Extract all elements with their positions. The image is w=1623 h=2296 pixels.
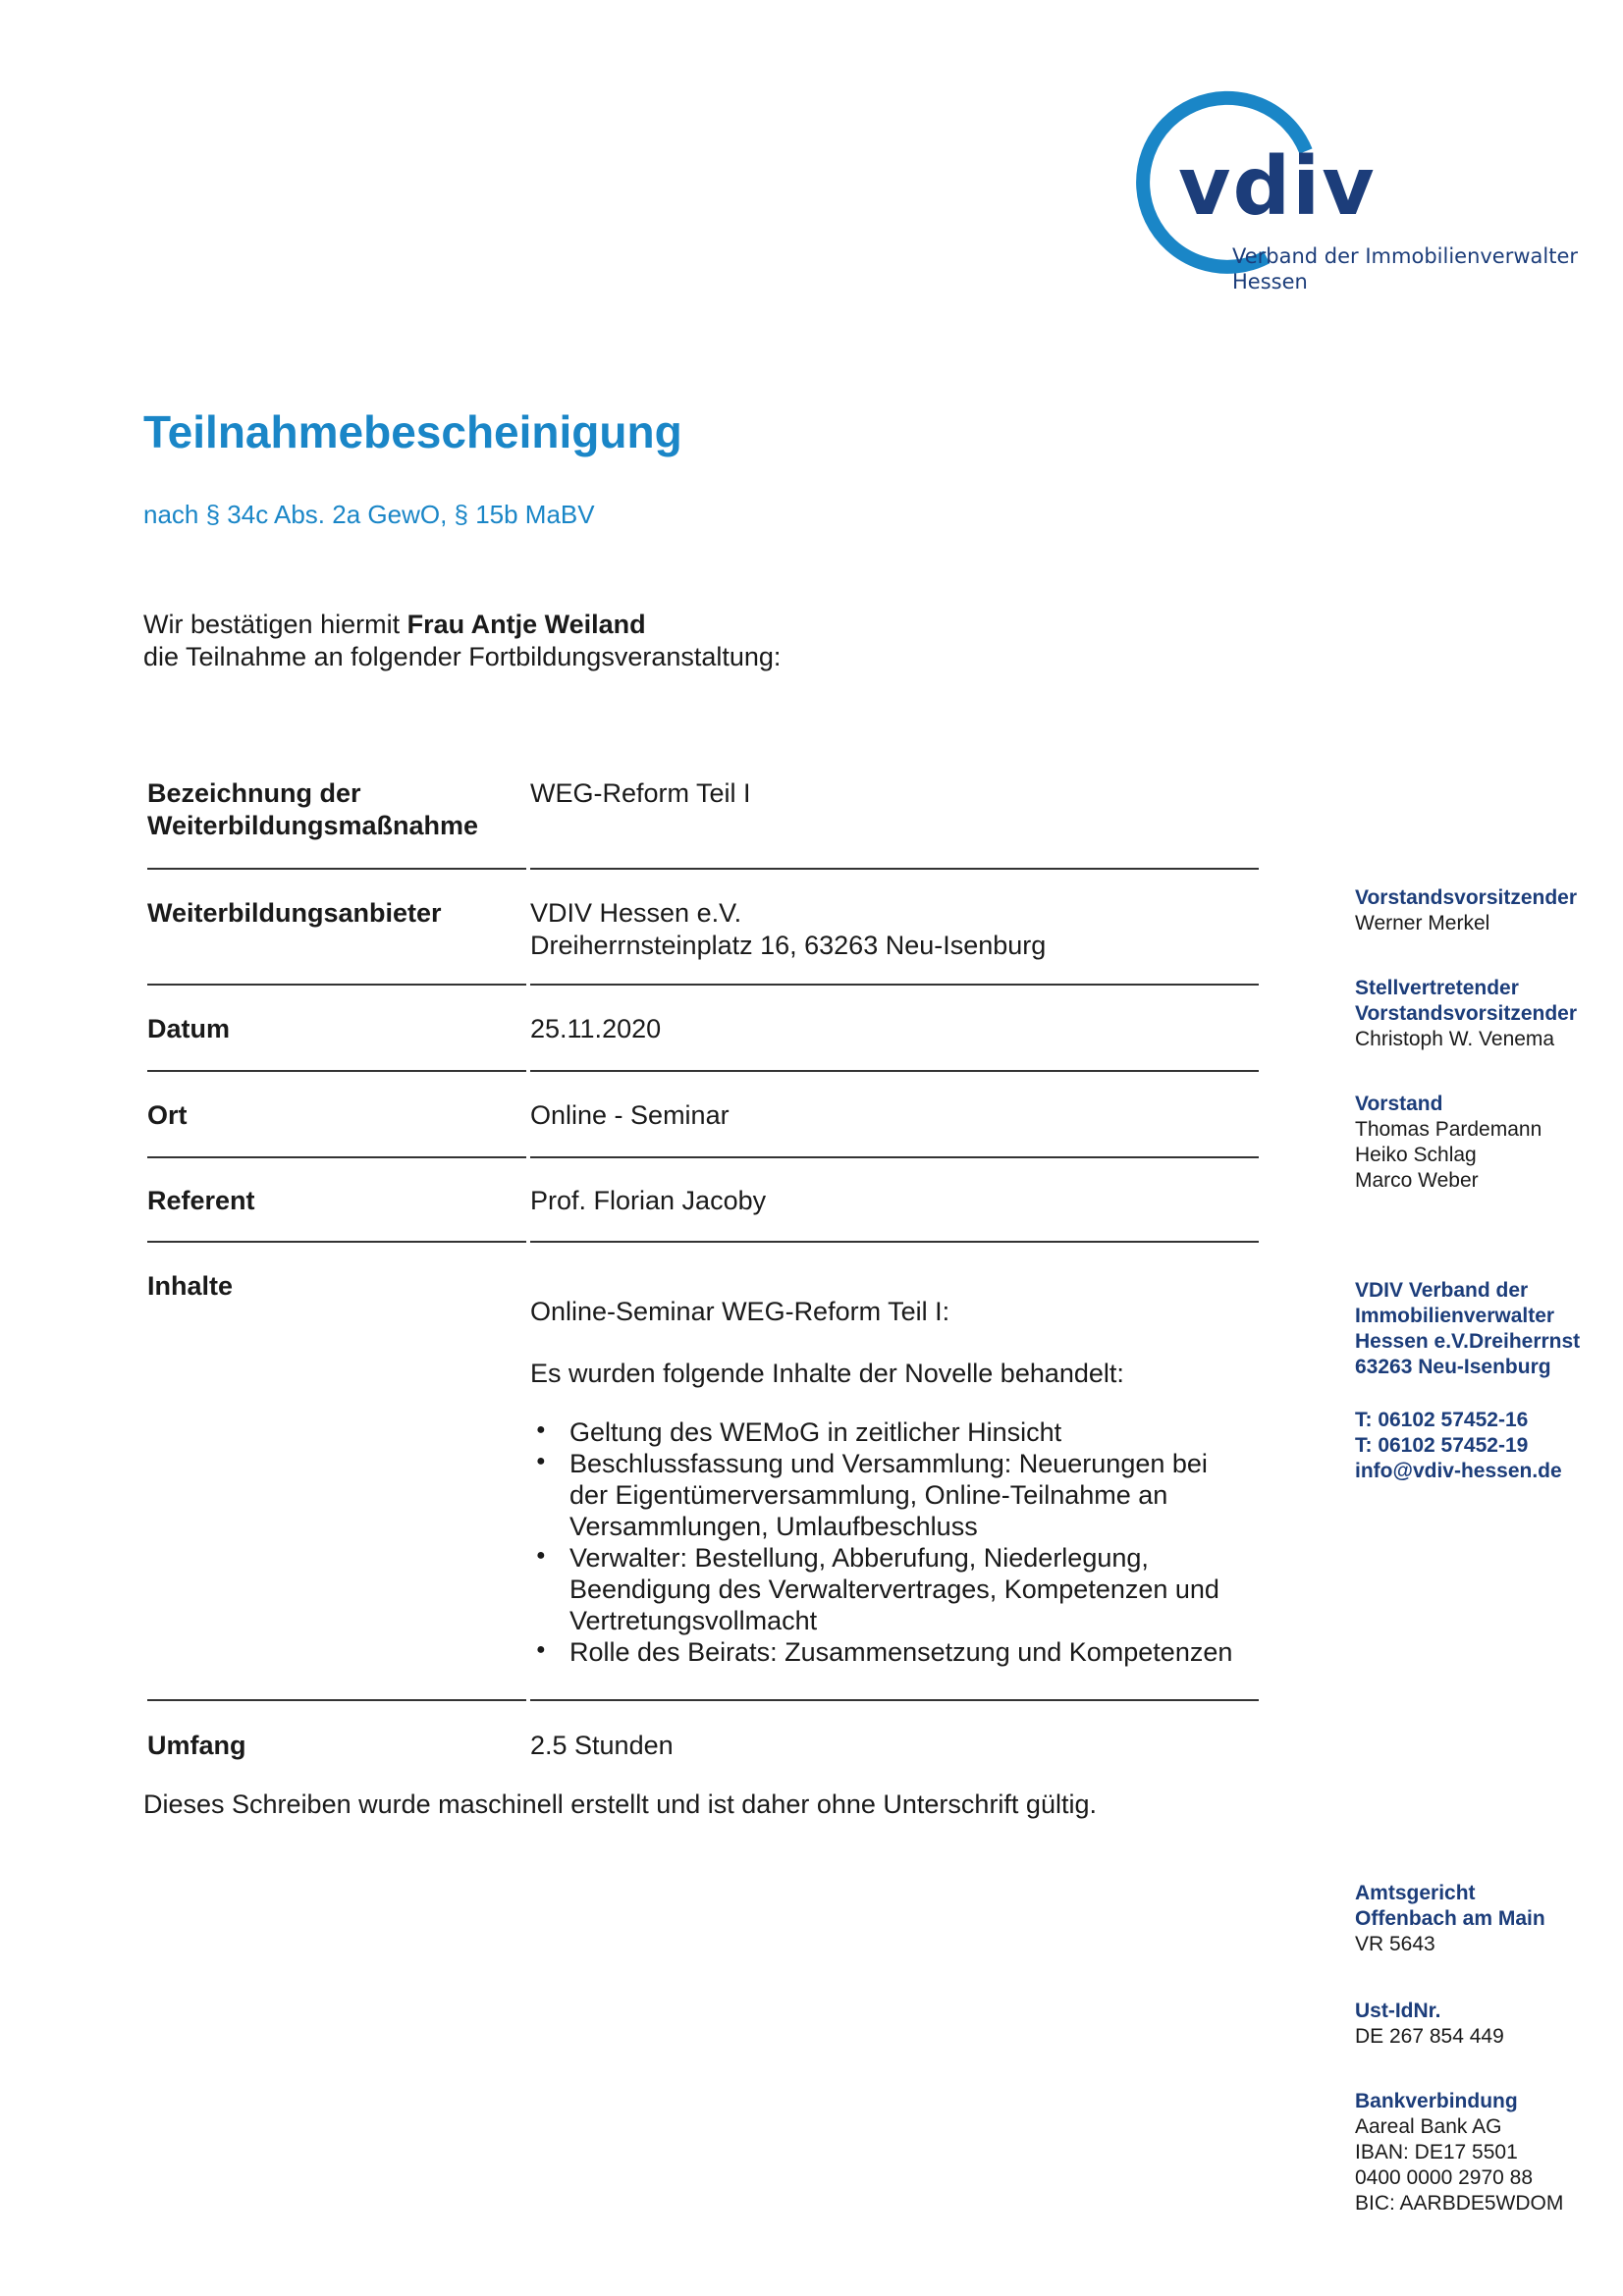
intro-prefix: Wir bestätigen hiermit	[143, 610, 407, 639]
list-item-line: Beendigung des Verwaltervertrages, Kompetenzen und	[569, 1575, 1219, 1604]
row-divider	[147, 1070, 526, 1072]
intro-line-2: die Teilnahme an folgender Fortbildungsveranstaltung:	[143, 642, 782, 671]
sidebar-chairman	[1355, 885, 1620, 936]
sidebar-text: IBAN: DE17 5501	[1355, 2141, 1518, 2163]
sidebar-text: BIC: AARBDE5WDOM	[1355, 2192, 1564, 2215]
row-divider	[147, 1156, 526, 1158]
sidebar-heading: Vorstandsvorsitzender	[1355, 886, 1578, 909]
sidebar-text: Aareal Bank AG	[1355, 2115, 1502, 2138]
row-divider	[147, 1699, 526, 1701]
participant-name: Frau Antje Weiland	[406, 610, 646, 639]
sidebar-vat	[1355, 1999, 1620, 2050]
vdiv-logo	[1119, 82, 1591, 308]
list-item-line: ● Beschlussfassung und Versammlung: Neuerungen bei	[569, 1449, 1208, 1478]
value-line-2: Dreiherrnsteinplatz 16, 63263 Neu-Isenburg	[530, 931, 1047, 960]
intro-line-1	[143, 609, 781, 641]
label-bezeichnung	[147, 777, 478, 842]
label-umfang: Umfang	[147, 1731, 246, 1760]
intro-text	[143, 609, 781, 673]
list-item-line: der Eigentümerversammlung, Online-Teilnahme an	[569, 1480, 1168, 1510]
sidebar-address-line: Immobilienverwalter	[1355, 1305, 1555, 1327]
row-divider	[530, 1241, 1259, 1243]
row-divider	[530, 1070, 1259, 1072]
label-ort: Ort	[147, 1100, 188, 1130]
value-anbieter	[530, 897, 1046, 962]
label-referent: Referent	[147, 1186, 255, 1215]
sidebar-address-line: Hessen e.V.Dreiherrnst	[1355, 1330, 1581, 1353]
sidebar-board	[1355, 1092, 1620, 1194]
inhalte-intro: Es wurden folgende Inhalte der Novelle behandelt:	[530, 1359, 1124, 1388]
row-divider	[147, 1241, 526, 1243]
logo-subtitle	[1232, 243, 1578, 294]
sidebar-vice-chairman	[1355, 976, 1620, 1052]
sidebar-heading: Vorstand	[1355, 1093, 1443, 1115]
list-item-line: ● Rolle des Beirats: Zusammensetzung und Kompetenzen	[569, 1637, 1233, 1667]
sidebar-text: VR 5643	[1355, 1933, 1435, 1955]
sidebar-heading: Bankverbindung	[1355, 2090, 1518, 2112]
logo-line-1: Verband der Immobilienverwalter	[1232, 244, 1579, 268]
label-anbieter: Weiterbildungsanbieter	[147, 898, 442, 928]
logo-line-2: Hessen	[1232, 270, 1308, 294]
sidebar-text: Marco Weber	[1355, 1169, 1479, 1192]
inhalte-list	[530, 1416, 1276, 1668]
label-datum: Datum	[147, 1014, 231, 1043]
value-umfang: 2.5 Stunden	[530, 1731, 674, 1760]
email-address: info@vdiv-hessen.de	[1355, 1460, 1562, 1482]
list-item-line: Vertretungsvollmacht	[569, 1606, 818, 1635]
row-divider	[530, 984, 1259, 986]
sidebar-heading: Amtsgericht	[1355, 1882, 1476, 1904]
sidebar-text: Christoph W. Venema	[1355, 1028, 1555, 1050]
row-divider	[530, 1156, 1259, 1158]
row-divider	[147, 984, 526, 986]
phone-number: T: 06102 57452-19	[1355, 1434, 1529, 1457]
value-referent: Prof. Florian Jacoby	[530, 1186, 767, 1215]
sidebar-text: 0400 0000 2970 88	[1355, 2166, 1534, 2189]
list-item	[530, 1542, 1276, 1636]
label-inhalte: Inhalte	[147, 1271, 234, 1301]
list-item-line: Versammlungen, Umlaufbeschluss	[569, 1512, 978, 1541]
row-divider	[530, 868, 1259, 870]
value-datum: 25.11.2020	[530, 1014, 662, 1043]
sidebar-heading: Stellvertretender	[1355, 977, 1519, 999]
footer-note: Dieses Schreiben wurde maschinell erstellt und ist daher ohne Unterschrift gültig.	[143, 1789, 1097, 1819]
sidebar-address	[1355, 1278, 1620, 1380]
document-title: Teilnahmebescheinigung	[143, 406, 682, 457]
value-bezeichnung: WEG-Reform Teil I	[530, 778, 751, 808]
sidebar-text: Heiko Schlag	[1355, 1144, 1477, 1166]
inhalte-content	[530, 1296, 1276, 1668]
inhalte-heading: Online-Seminar WEG-Reform Teil I:	[530, 1297, 950, 1326]
sidebar-court	[1355, 1881, 1620, 1957]
sidebar-heading: Offenbach am Main	[1355, 1907, 1545, 1930]
list-item-line: ● Verwalter: Bestellung, Abberufung, Niederlegung,	[569, 1543, 1149, 1573]
label-line-1: Bezeichnung der	[147, 778, 361, 808]
sidebar-text: Thomas Pardemann	[1355, 1118, 1542, 1141]
list-item	[530, 1636, 1276, 1668]
list-item	[530, 1416, 1276, 1448]
value-ort: Online - Seminar	[530, 1100, 730, 1130]
sidebar-heading: Ust-IdNr.	[1355, 2000, 1441, 2022]
sidebar-contact	[1355, 1408, 1620, 1484]
row-divider	[530, 1699, 1259, 1701]
logo-wordmark: vdiv	[1178, 140, 1377, 234]
list-item	[530, 1448, 1276, 1542]
phone-number: T: 06102 57452-16	[1355, 1409, 1529, 1431]
sidebar-bank	[1355, 2089, 1620, 2216]
list-item-line: ● Geltung des WEMoG in zeitlicher Hinsicht	[569, 1417, 1062, 1447]
sidebar-text: DE 267 854 449	[1355, 2025, 1504, 2048]
label-line-2: Weiterbildungsmaßnahme	[147, 811, 479, 840]
sidebar-text: Werner Merkel	[1355, 912, 1490, 934]
value-line-1: VDIV Hessen e.V.	[530, 898, 742, 928]
sidebar-address-line: VDIV Verband der	[1355, 1279, 1529, 1302]
sidebar-heading: Vorstandsvorsitzender	[1355, 1002, 1578, 1025]
row-divider	[147, 868, 526, 870]
sidebar-address-line: 63263 Neu-Isenburg	[1355, 1356, 1551, 1378]
document-subtitle: nach § 34c Abs. 2a GewO, § 15b MaBV	[143, 500, 595, 529]
